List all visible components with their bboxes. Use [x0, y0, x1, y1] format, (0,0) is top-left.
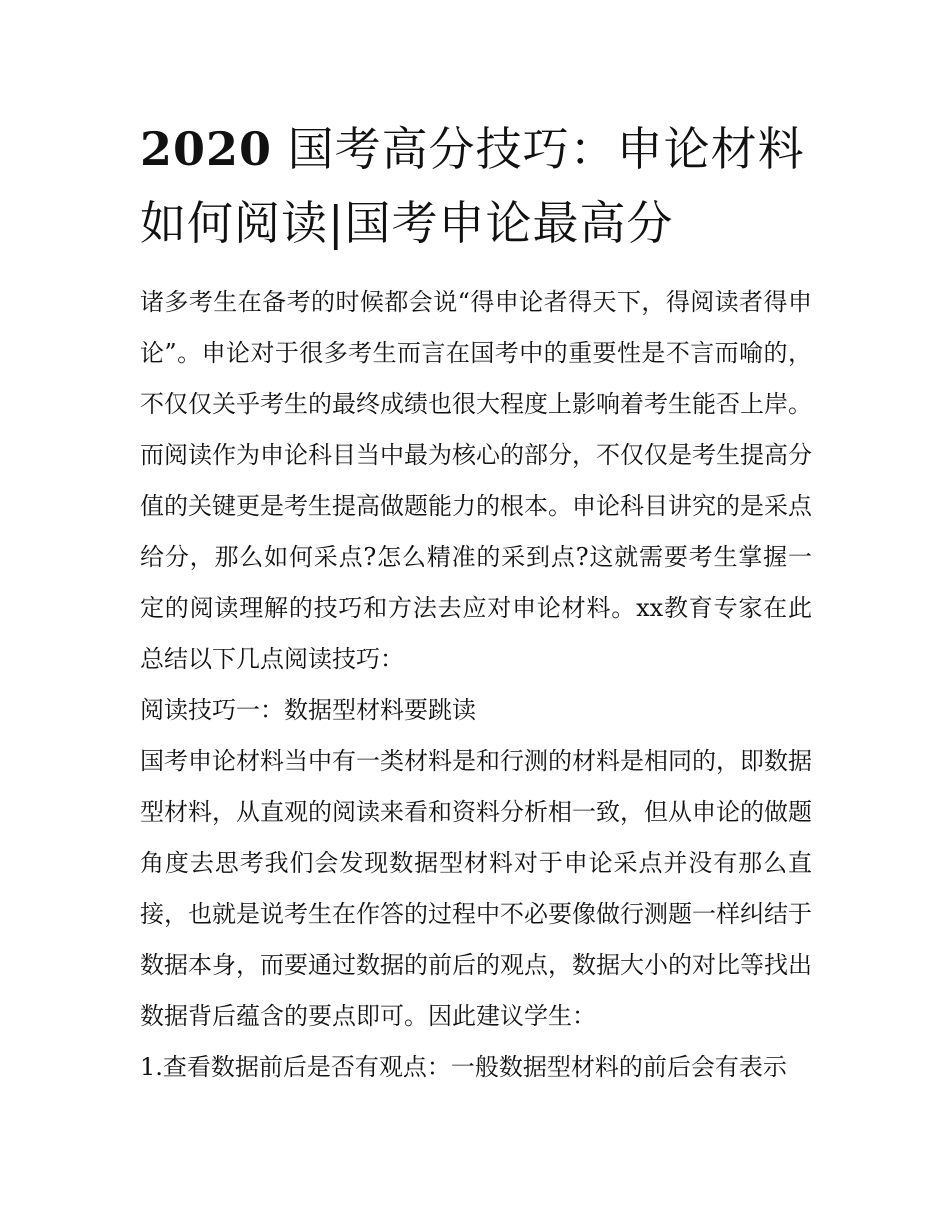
data-material-paragraph: 国考申论材料当中有一类材料是和行测的材料是相同的，即数据型材料，从直观的阅读来看和资料分析相一致，但从申论的做题角度去思考我们会发现数据型材料对于申论采点并没有那么直接，也就是说考生在作答的过程中不必要像做行测题一样纠结于数据本身，而要通过数据的前后的观点，数据大小的对比等找出数据背后蕴含的要点即可。因此建议学生： [140, 747, 812, 1030]
document-title [140, 112, 820, 260]
list-item-1: 1.查看数据前后是否有观点：一般数据型材料的前后会有表示 [140, 1053, 787, 1081]
intro-paragraph: 诸多考生在备考的时候都会说“得申论者得天下，得阅读者得申论”。申论对于很多考生而言在国考中的重要性是不言而喻的，不仅仅关乎考生的最终成绩也很大程度上影响着考生能否上岸。而阅读作为申论科目当中最为核心的部分，不仅仅是考生提高分值的关键更是考生提高做题能力的根本。申论科目讲究的是采点给分，那么如何采点?怎么精准的采到点?这就需要考生掌握一定的阅读理解的技巧和方法去应对申论材料。xx教育专家在此总结以下几点阅读技巧： [140, 288, 812, 673]
section-heading-tip-one: 阅读技巧一：数据型材料要跳读 [140, 696, 476, 724]
document-body [140, 277, 812, 1093]
title-text: 国考高分技巧：申论材料如何阅读|国考申论最高分 [140, 122, 805, 250]
title-year: 2020 [140, 122, 273, 176]
